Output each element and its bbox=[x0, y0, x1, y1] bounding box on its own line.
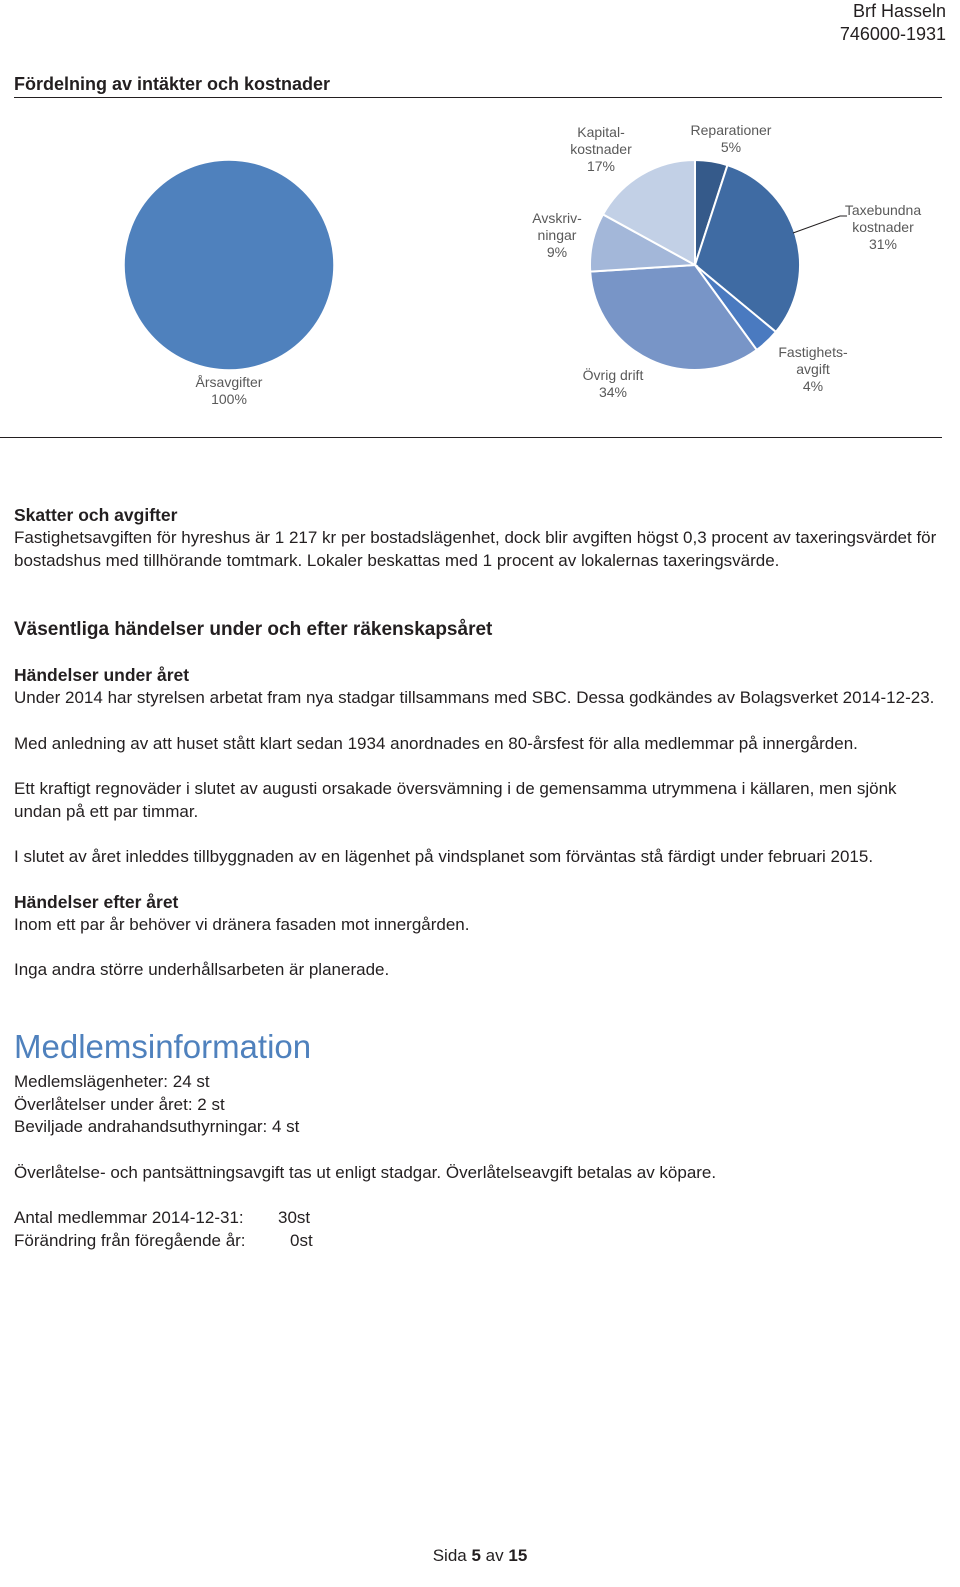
members-change-value: 0st bbox=[290, 1230, 313, 1250]
document-header bbox=[840, 0, 946, 46]
members-change-row bbox=[14, 1230, 948, 1253]
taxes-heading: Skatter och avgifter bbox=[14, 505, 178, 525]
during-paragraph-1: Under 2014 har styrelsen arbetat fram nya stadgar tillsammans med SBC. Dessa godkändes av Bolagsverket 2014-12-23. bbox=[14, 688, 935, 707]
during-heading: Händelser under året bbox=[14, 665, 190, 685]
after-heading: Händelser efter året bbox=[14, 891, 179, 912]
taxes-text: Fastighetsavgiften för hyreshus är 1 217 kr per bostadslägenhet, dock blir avgiften högst 0,3 procent av taxeringsvärdet för bostadshus med tillhörande tomtmark. Lokaler beskattas med 1 procent av lokalernas taxeringsvärde. bbox=[14, 528, 937, 570]
org-number: 746000-1931 bbox=[839, 24, 946, 44]
footer-prefix: Sida bbox=[432, 1546, 467, 1565]
section-title: Fördelning av intäkter och kostnader bbox=[14, 71, 942, 98]
footer-middle: av bbox=[485, 1546, 504, 1565]
pie-label-avskrivningar: Avskriv-ningar 9% bbox=[532, 210, 582, 260]
divider bbox=[0, 437, 942, 438]
pie-slice-arsavgifter bbox=[124, 160, 334, 370]
members-section bbox=[14, 1027, 948, 1252]
taxes-section bbox=[14, 504, 948, 572]
pie-label-taxebundna-kostnader: Taxebundna kostnader 31% bbox=[844, 202, 922, 252]
after-paragraph-2: Inga andra större underhållsarbeten är planerade. bbox=[14, 960, 390, 979]
members-count-value: 30st bbox=[278, 1208, 311, 1227]
members-line-2: Överlåtelser under året: 2 st bbox=[14, 1094, 225, 1114]
pie-label-kapitalkostnader: Kapital-kostnader 17% bbox=[570, 124, 632, 174]
during-paragraph-4: I slutet av året inleddes tillbyggnaden av en lägenhet på vindsplanet som förväntas stå färdigt under februari 2015. bbox=[14, 847, 874, 866]
footer-total: 15 bbox=[508, 1546, 528, 1565]
pie-charts bbox=[0, 100, 960, 436]
after-paragraph-1: Inom ett par år behöver vi dränera fasaden mot innergården. bbox=[14, 914, 470, 934]
events-section bbox=[14, 617, 948, 982]
pie-label-reparationer: Reparationer 5% bbox=[690, 122, 772, 155]
members-fee-text: Överlåtelse- och pantsättningsavgift tas ut enligt stadgar. Överlåtelseavgift betalas av köpare. bbox=[14, 1162, 717, 1182]
members-line-1: Medlemslägenheter: 24 st bbox=[14, 1072, 210, 1091]
pie-label-fastighetsavgift: Fastighets-avgift 4% bbox=[778, 344, 848, 394]
org-name: Brf Hasseln bbox=[852, 1, 946, 21]
members-change-label: Förändring från föregående år: bbox=[14, 1230, 246, 1250]
members-count-label: Antal medlemmar 2014-12-31: bbox=[14, 1208, 244, 1227]
during-paragraph-3: Ett kraftigt regnoväder i slutet av augusti orsakade översvämning i de gemensamma utrymmena i källaren, men sjönk undan på ett par timmar. bbox=[14, 779, 897, 821]
members-line-3: Beviljade andrahandsuthyrningar: 4 st bbox=[14, 1117, 300, 1136]
during-paragraph-2: Med anledning av att huset stått klart sedan 1934 anordnades en 80-årsfest för alla medlemmar på innergården. bbox=[14, 733, 858, 753]
pie-label--vrig-drift: Övrig drift 34% bbox=[582, 367, 644, 400]
pie-leader-line bbox=[793, 216, 847, 233]
members-count-row bbox=[14, 1207, 948, 1230]
footer-page: 5 bbox=[471, 1546, 481, 1565]
page-footer bbox=[0, 1546, 960, 1566]
pie-label-arsavgifter: Årsavgifter 100% bbox=[195, 374, 263, 407]
members-heading: Medlemsinformation bbox=[14, 1028, 312, 1065]
events-heading: Väsentliga händelser under och efter räkenskapsåret bbox=[14, 619, 493, 640]
